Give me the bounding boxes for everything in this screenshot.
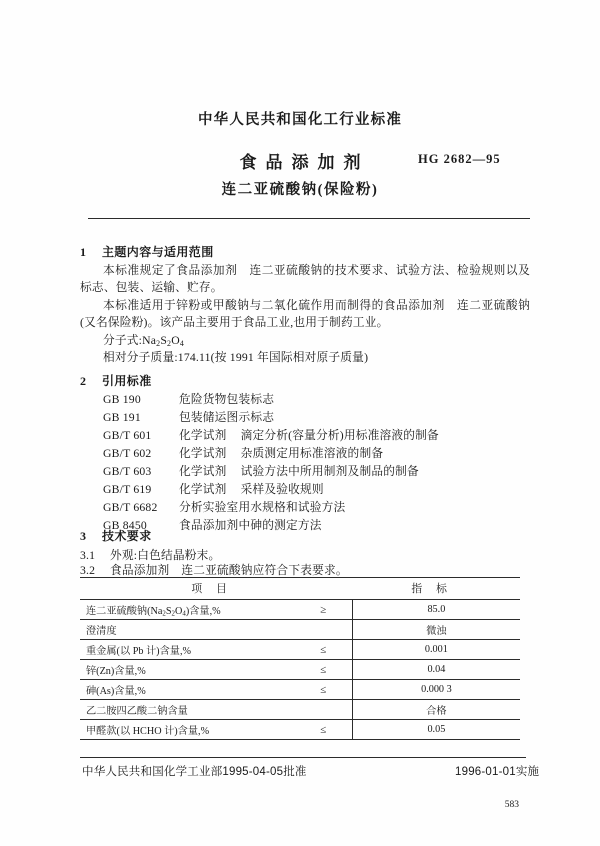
clause-3-2 — [80, 562, 348, 578]
reference-standard-item — [103, 463, 419, 479]
clause-3-2-number: 3.2 — [80, 564, 96, 577]
table-cell-value: 0.05 — [352, 720, 520, 740]
reference-name: 化学试剂 — [179, 429, 227, 442]
table-cell-value: 合格 — [352, 700, 520, 720]
table-cell-item: 乙二胺四乙酸二钠含量 — [80, 700, 295, 720]
molar-mass: 相对分子质量:174.11(按 1991 年国际相对原子质量) — [103, 351, 369, 364]
reference-code: GB 8450 — [103, 519, 147, 532]
reference-standard-item — [103, 391, 274, 407]
section-1-heading — [80, 243, 214, 260]
section-3-heading — [80, 527, 152, 544]
reference-name: 化学试剂 — [179, 483, 227, 496]
table-cell-item: 连二亚硫酸钠$(Na_2S_2O_4)$含量,% — [80, 600, 295, 620]
section-3-number: 3 — [80, 529, 87, 543]
reference-standard-item — [103, 481, 324, 497]
section-2-title: 引用标准 — [102, 374, 152, 388]
reference-standard-item — [103, 427, 439, 443]
reference-extra: 杂质测定用标准溶液的制备 — [240, 447, 384, 460]
table-cell-item: 重金属(以 Pb 计)含量,% — [80, 640, 295, 660]
clause-3-2-text: 食品添加剂 连二亚硫酸钠应符合下表要求。 — [110, 564, 348, 577]
table-cell-operator: ≤ — [295, 660, 353, 680]
table-row — [80, 700, 520, 720]
table-cell-operator — [295, 620, 353, 640]
reference-standard-item — [103, 445, 383, 461]
reference-name: 化学试剂 — [179, 465, 227, 478]
reference-code: GB/T 619 — [103, 483, 152, 496]
table-row — [80, 600, 520, 620]
table-header-item: 项目 — [80, 578, 352, 600]
table-header-row — [80, 578, 520, 600]
table-cell-value: 85.0 — [352, 600, 520, 620]
table-cell-operator: ≥ — [295, 600, 353, 620]
reference-code: GB/T 601 — [103, 429, 152, 442]
molecular-formula: 分子式$:Na_2S_2O_4$ — [103, 334, 184, 348]
table-header-index: 指标 — [352, 578, 520, 600]
reference-name: 危险货物包装标志 — [179, 393, 275, 406]
reference-code: GB/T 602 — [103, 447, 152, 460]
table-cell-value: 0.001 — [352, 640, 520, 660]
table-cell-operator: ≤ — [295, 640, 353, 660]
table-cell-item: 甲醛款(以 HCHO 计)含量,% — [80, 720, 295, 740]
specification-table — [80, 577, 520, 740]
table-row — [80, 680, 520, 700]
reference-name: 包装储运图示标志 — [179, 411, 275, 424]
reference-extra: 试验方法中所用制剂及制品的制备 — [240, 465, 419, 478]
molecular-formula-label: 分子式:Na — [103, 334, 157, 347]
section-2-number: 2 — [80, 374, 87, 388]
table-row — [80, 660, 520, 680]
header-divider — [88, 218, 530, 219]
reference-name: 化学试剂 — [179, 447, 227, 460]
table-row — [80, 640, 520, 660]
section-1-title: 主题内容与适用范围 — [102, 245, 214, 259]
reference-standard-item — [103, 409, 274, 425]
reference-code: GB/T 6682 — [103, 501, 158, 514]
section-1-paragraph-2: 本标准适用于锌粉或甲酸钠与二氧化硫作用而制得的食品添加剂 连二亚硫酸钠(又名保险粉)。该产品主要用于食品工业,也用于制药工业。 — [80, 299, 530, 329]
table-cell-value: 0.000 3 — [352, 680, 520, 700]
reference-extra: 采样及验收规则 — [240, 483, 324, 496]
reference-standard-item — [103, 499, 345, 515]
standard-number: HG 2682—95 — [418, 152, 501, 166]
table-cell-operator: ≤ — [295, 720, 353, 740]
section-2-heading — [80, 372, 152, 389]
reference-code: GB 191 — [103, 411, 141, 424]
clause-3-1 — [80, 547, 220, 563]
approval-statement: 中华人民共和国化学工业部1995-04-05批准 — [82, 766, 307, 778]
clause-3-1-number: 3.1 — [80, 549, 96, 562]
document-title: 食品添加剂 — [239, 153, 370, 172]
table-cell-value: 0.04 — [352, 660, 520, 680]
section-1-paragraph-1: 本标准规定了食品添加剂 连二亚硫酸钠的技术要求、试验方法、检验规则以及标志、包装、运输、贮存。 — [80, 264, 530, 294]
table-row — [80, 720, 520, 740]
page-number: 583 — [504, 800, 519, 810]
reference-name: 食品添加剂中砷的测定方法 — [179, 519, 322, 532]
section-3-title: 技术要求 — [102, 529, 152, 543]
reference-code: GB 190 — [103, 393, 141, 406]
section-1-number: 1 — [80, 245, 87, 259]
table-body — [80, 600, 520, 740]
table-cell-item: 砷(As)含量,% — [80, 680, 295, 700]
reference-code: GB/T 603 — [103, 465, 152, 478]
table-cell-item: 澄清度 — [80, 620, 295, 640]
table-row — [80, 620, 520, 640]
reference-name: 分析实验室用水规格和试验方法 — [179, 501, 346, 514]
table-cell-item: 锌(Zn)含量,% — [80, 660, 295, 680]
table-cell-value: 微浊 — [352, 620, 520, 640]
footer-divider — [80, 757, 526, 758]
reference-extra: 滴定分析(容量分析)用标准溶液的制备 — [240, 429, 439, 442]
effective-date: 1996-01-01实施 — [455, 766, 540, 778]
table-cell-operator — [295, 700, 353, 720]
clause-3-1-text: 外观:白色结晶粉末。 — [110, 549, 221, 562]
document-subtitle: 连二亚硫酸钠(保险粉) — [221, 182, 379, 198]
table-cell-operator: ≤ — [295, 680, 353, 700]
issuing-body: 中华人民共和国化工行业标准 — [197, 112, 403, 128]
